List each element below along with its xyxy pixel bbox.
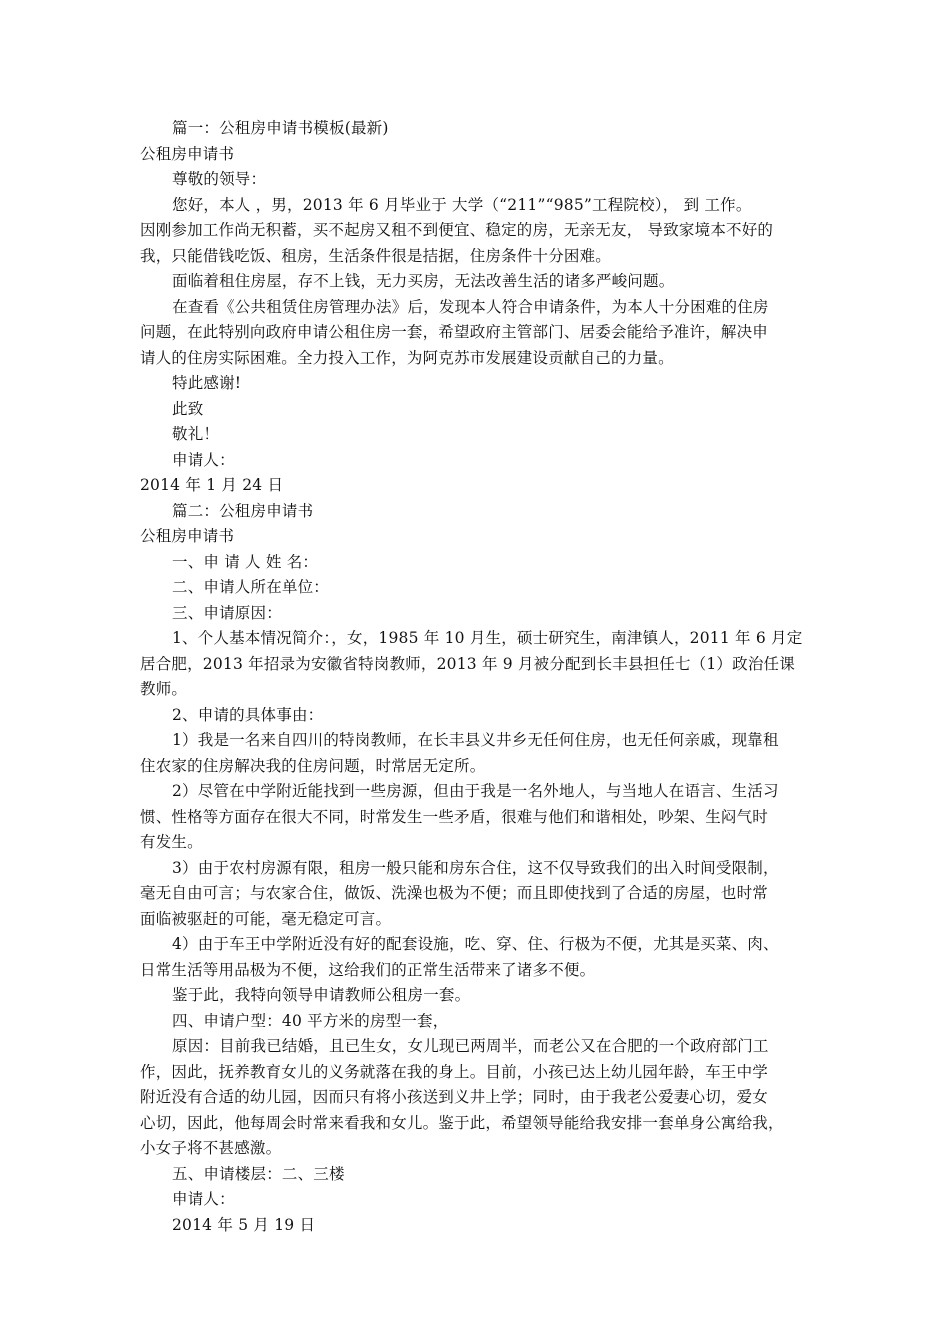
body-line: 请人的住房实际困难。全力投入工作，为阿克苏市发展建设贡献自己的力量。 (140, 349, 674, 367)
applicant-label: 申请人： (172, 451, 235, 469)
date-line: 2014 年 1 月 24 日 (140, 476, 284, 494)
body-line: 面临被驱赶的可能，毫无稳定可言。 (140, 910, 392, 928)
body-line: 1、个人基本情况简介：，女，1985 年 10 月生，硕士研究生，南津镇人，2011 年 6 月定 (172, 629, 803, 647)
body-line: 我，只能借钱吃饭、租房，生活条件很是拮据，住房条件十分困难。 (140, 247, 612, 265)
body-line: 2、申请的具体事由： (172, 706, 324, 724)
body-line: 有发生。 (140, 833, 203, 851)
form-field-floor: 五、申请楼层：二、三楼 (172, 1165, 345, 1183)
body-line: 您好，本人 ，男，2013 年 6 月毕业于 大学（“211”“985”工程院校）， 到 工作。 (172, 196, 752, 214)
letter-title: 公租房申请书 (140, 145, 235, 163)
body-line: 1）我是一名来自四川的特岗教师，在长丰县义井乡无任何住房，也无任何亲戚，现靠租 (172, 731, 779, 749)
body-line: 面临着租住房屋，存不上钱，无力买房，无法改善生活的诸多严峻问题。 (172, 272, 675, 290)
body-line: 原因：目前我已结婚，且已生女，女儿现已两周半，而老公又在合肥的一个政府部门工 (172, 1037, 769, 1055)
closing-line: 敬礼！ (172, 425, 220, 443)
body-line: 居合肥，2013 年招录为安徽省特岗教师，2013 年 9 月被分配到长丰县担任七（1）政治任课 (140, 655, 795, 673)
body-line: 日常生活等用品极为不便，这给我们的正常生活带来了诸多不便。 (140, 961, 596, 979)
applicant-label: 申请人： (172, 1190, 235, 1208)
body-line: 鉴于此，我特向领导申请教师公租房一套。 (172, 986, 471, 1004)
body-line: 惯、性格等方面存在很大不同，时常发生一些矛盾，很难与他们和谐相处，吵架、生闷气时 (140, 808, 769, 826)
body-line: 作，因此，抚养教育女儿的义务就落在我的身上。目前，小孩已达上幼儿园年龄，车王中学 (140, 1063, 769, 1081)
body-line: 2）尽管在中学附近能找到一些房源，但由于我是一名外地人，与当地人在语言、生活习 (172, 782, 779, 800)
body-line: 附近没有合适的幼儿园，因而只有将小孩送到义井上学；同时，由于我老公爱妻心切，爱女 (140, 1088, 769, 1106)
form-field-unit-type: 四、申请户型：40 平方米的房型一套， (172, 1012, 449, 1030)
form-field-name: 一、申 请 人 姓 名： (172, 553, 319, 571)
body-line: 3）由于农村房源有限，租房一般只能和房东合住，这不仅导致我们的出入时间受限制， (172, 859, 779, 877)
body-line: 问题，在此特别向政府申请公租住房一套，希望政府主管部门、居委会能给予准许，解决申 (140, 323, 769, 341)
section-two-heading: 篇二：公租房申请书 (172, 502, 314, 520)
form-field-unit: 二、申请人所在单位： (172, 578, 330, 596)
body-line: 心切，因此，他每周会时常来看我和女儿。鉴于此，希望领导能给我安排一套单身公寓给我， (140, 1114, 784, 1132)
body-line: 毫无自由可言；与农家合住，做饭、洗澡也极为不便；而且即使找到了合适的房屋，也时常 (140, 884, 769, 902)
section-one-heading: 篇一：公租房申请书模板(最新) (172, 119, 389, 137)
body-line: 4）由于车王中学附近没有好的配套设施，吃、穿、住、行极为不便，尤其是买菜、肉、 (172, 935, 779, 953)
closing-line: 此致 (172, 400, 204, 418)
closing-thanks: 特此感谢! (172, 374, 242, 392)
body-line: 住农家的住房解决我的住房问题，时常居无定所。 (140, 757, 486, 775)
body-line: 教师。 (140, 680, 188, 698)
form-field-reason: 三、申请原因： (172, 604, 282, 622)
salutation: 尊敬的领导： (172, 170, 267, 188)
letter-title: 公租房申请书 (140, 527, 235, 545)
date-line: 2014 年 5 月 19 日 (172, 1216, 316, 1234)
body-line: 因刚参加工作尚无积蓄，买不起房又租不到便宜、稳定的房，无亲无友， 导致家境本不好的 (140, 221, 774, 239)
body-line: 小女子将不甚感激。 (140, 1139, 282, 1157)
body-line: 在查看《公共租赁住房管理办法》后，发现本人符合申请条件，为本人十分困难的住房 (172, 298, 769, 316)
